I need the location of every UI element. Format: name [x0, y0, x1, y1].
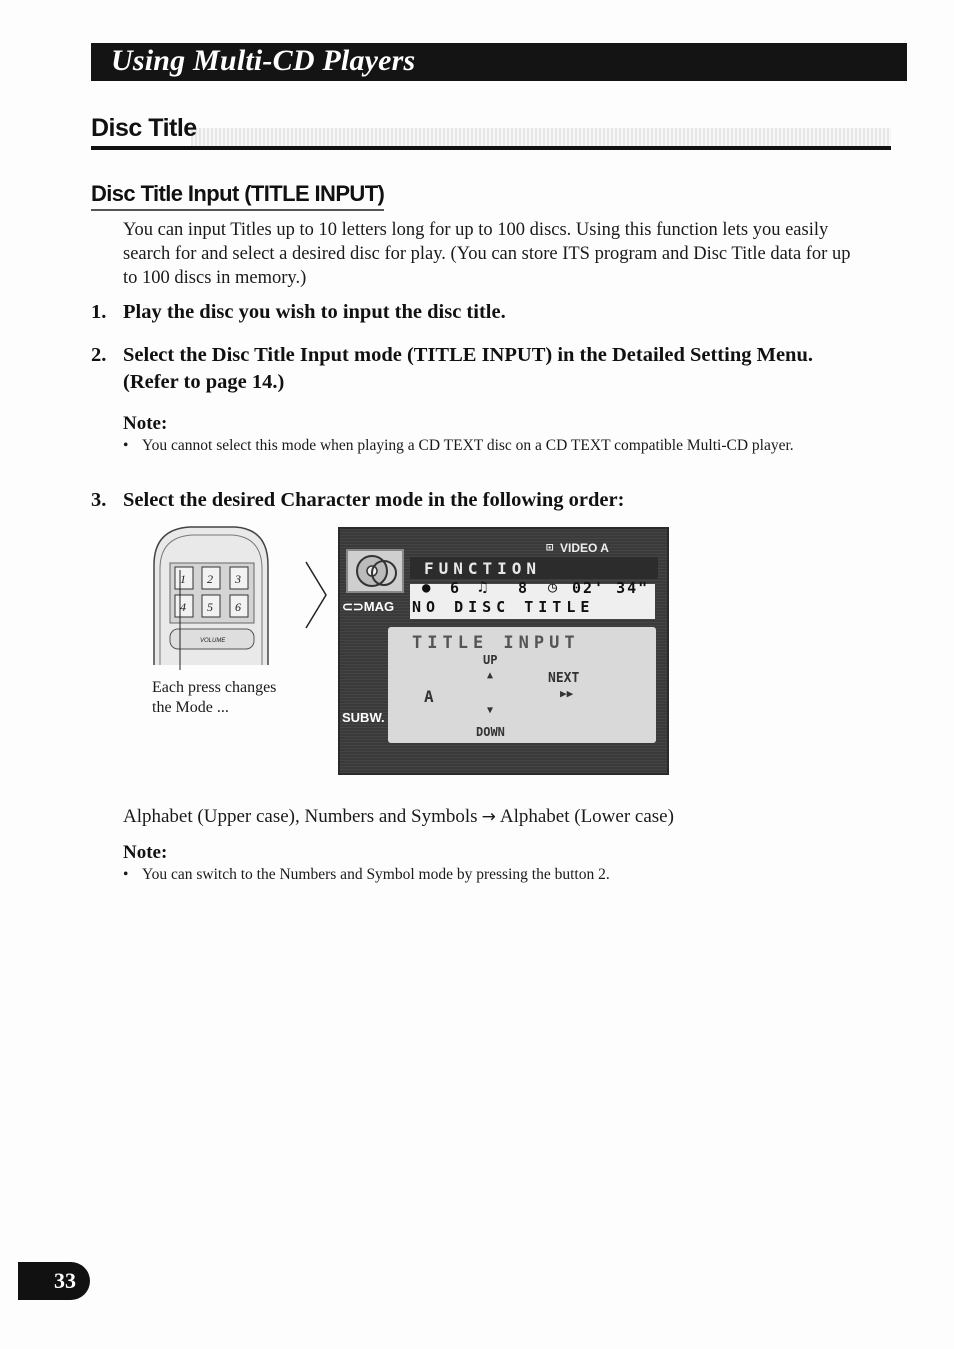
step-number: 1. [91, 301, 107, 323]
selected-character: A [424, 687, 434, 706]
mag-text: MAG [363, 599, 395, 614]
video-icon: ⊡ [546, 540, 554, 554]
step-number: 3. [91, 489, 107, 511]
track-icon: ♫ [478, 578, 488, 596]
note-item [123, 865, 853, 885]
caption-line: Each press changes [152, 679, 277, 696]
mag-label [342, 599, 394, 615]
remote-key-4: 4 [180, 600, 186, 614]
page-number-tab [18, 1262, 90, 1300]
subw-label: SUBW. [342, 710, 385, 725]
header-banner [91, 43, 907, 81]
disc-number: 6 [450, 579, 460, 597]
chevron-right-icon [302, 560, 330, 630]
display-screen [338, 527, 669, 775]
remote-control-illustration [150, 525, 275, 670]
note-heading: Note: [123, 413, 168, 434]
disc-icon [346, 549, 404, 593]
up-arrow-icon: ▲ [487, 670, 494, 681]
subsection-underline [91, 209, 384, 211]
down-label: DOWN [476, 725, 505, 739]
character-mode-flow [123, 806, 674, 828]
remote-key-1: 1 [180, 572, 186, 586]
video-label: VIDEO A [560, 541, 609, 555]
step-text: Play the disc you wish to input the disc title. [123, 301, 506, 323]
disc-icon-small: ● [422, 580, 431, 596]
volume-label: VOLUME [200, 638, 226, 644]
chapter-title: Using Multi-CD Players [111, 44, 416, 77]
step-3 [91, 487, 851, 514]
note-item [123, 436, 853, 456]
elapsed-time: 02' 34" [572, 579, 650, 597]
note-text: You can switch to the Numbers and Symbol mode by pressing the button 2. [142, 866, 610, 883]
bullet: • [123, 437, 129, 454]
section-title: Disc Title [91, 114, 197, 142]
mode-label: TITLE INPUT [412, 633, 580, 653]
remote-key-2: 2 [207, 572, 213, 586]
arrow-right-icon: → [481, 807, 496, 827]
disc-title-text: NO DISC TITLE [412, 598, 595, 616]
remote-key-5: 5 [207, 600, 213, 614]
intro-paragraph: You can input Titles up to 10 letters long for up to 100 discs. Using this function lets you easily search for and select a desired disc for play. (You can store ITS program and Disc Title data for up to 100 discs in memory.) [123, 220, 851, 288]
caption-line: the Mode ... [152, 699, 229, 716]
clock-icon: ◷ [548, 578, 558, 596]
step-number: 2. [91, 344, 107, 366]
step-1 [91, 299, 851, 326]
section-heading [91, 112, 891, 152]
mag-icon: ⊂⊃ [342, 599, 364, 614]
remote-caption [152, 678, 276, 718]
subsection-title: Disc Title Input (TITLE INPUT) [91, 181, 385, 206]
fast-forward-icon: ▶▶ [560, 687, 574, 700]
function-label: FUNCTION [424, 559, 542, 578]
remote-key-6: 6 [235, 600, 241, 614]
flow-to: Alphabet (Lower case) [499, 806, 674, 827]
section-rule [91, 146, 891, 150]
flow-from: Alphabet (Upper case), Numbers and Symbols [123, 806, 478, 827]
note-text: You cannot select this mode when playing a CD TEXT disc on a CD TEXT compatible Multi-CD player. [142, 437, 794, 454]
track-number: 8 [518, 579, 528, 597]
page-number: 33 [54, 1268, 76, 1293]
up-label: UP [483, 653, 498, 667]
down-arrow-icon: ▼ [487, 705, 494, 716]
remote-key-3: 3 [235, 572, 241, 586]
section-hatch-decoration [191, 128, 891, 146]
step-2 [91, 342, 821, 396]
step-text: Select the Disc Title Input mode (TITLE INPUT) in the Detailed Setting Menu. (Refer to page 14.) [123, 344, 813, 393]
step-text: Select the desired Character mode in the following order: [123, 489, 625, 511]
next-label: NEXT [548, 671, 580, 686]
note-heading: Note: [123, 842, 168, 863]
bullet: • [123, 866, 129, 883]
